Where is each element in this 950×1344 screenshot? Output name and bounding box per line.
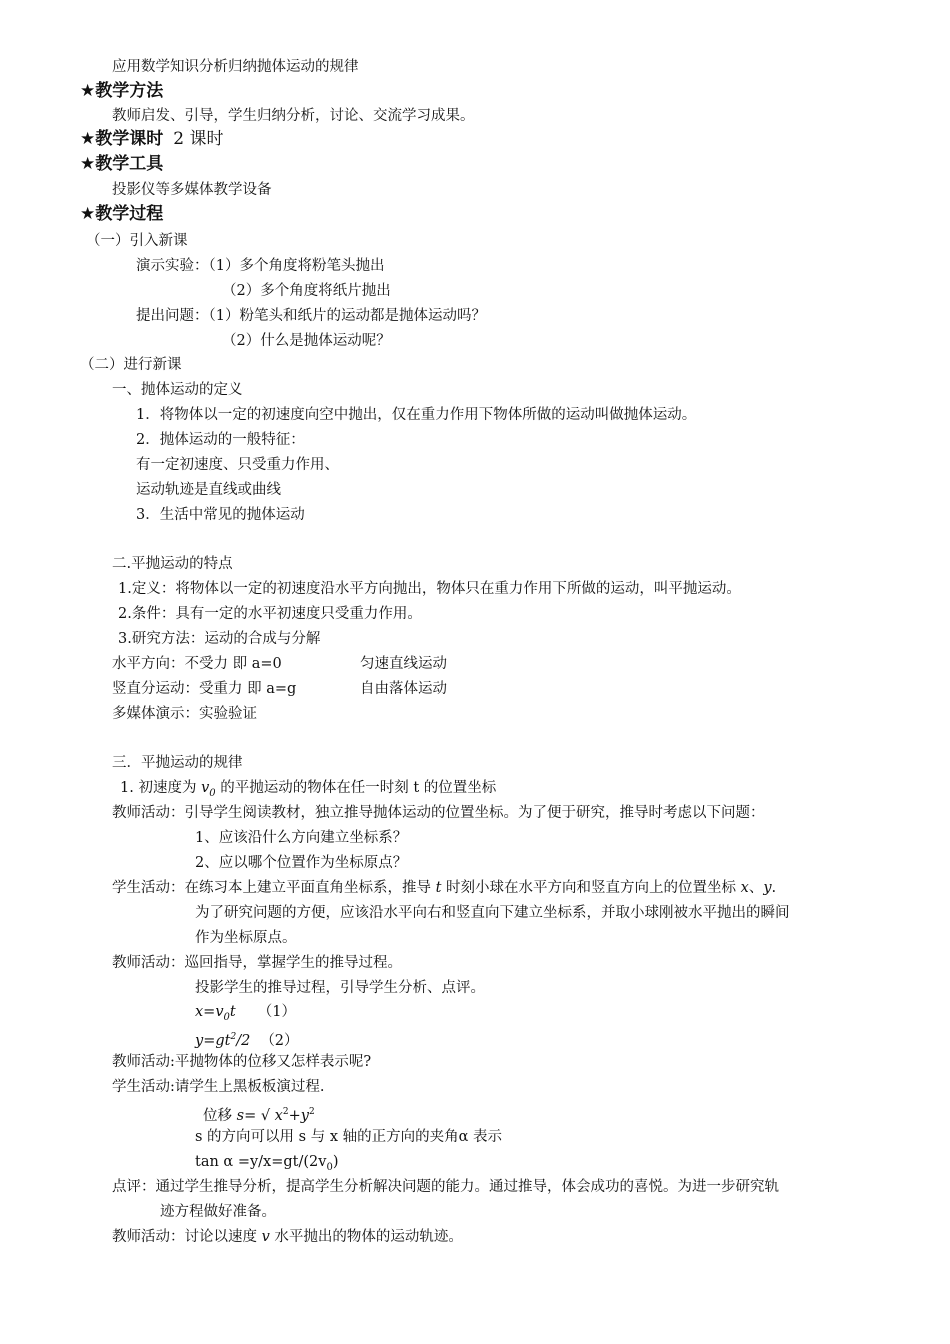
tools-heading: ★教学工具 bbox=[80, 154, 164, 174]
disp-y: y bbox=[300, 1107, 309, 1124]
vertical-motion: 自由落体运动 bbox=[360, 681, 447, 697]
teacher-activity-2b: 投影学生的推导过程，引导学生分析、点评。 bbox=[195, 980, 485, 996]
tan-a: tan α =y/x=gt/(2v bbox=[195, 1154, 327, 1170]
sec2-cond: 2.条件：具有一定的水平初速度只受重力作用。 bbox=[118, 606, 422, 622]
disp-x2: 2 bbox=[282, 1107, 289, 1117]
sec1-p3: 3．生活中常见的抛体运动 bbox=[136, 507, 305, 523]
sec2-def: 1.定义：将物体以一定的初速度沿水平方向抛出，物体只在重力作用下所做的运动，叫平抛运动。 bbox=[118, 581, 741, 597]
eq2-number: （2） bbox=[260, 1032, 299, 1049]
media-demo: 多媒体演示：实验验证 bbox=[112, 706, 257, 722]
disp-y2: 2 bbox=[308, 1107, 315, 1117]
eq1-b: t bbox=[229, 1004, 236, 1020]
item1-v: v bbox=[201, 780, 210, 796]
disp-label: 位移 bbox=[203, 1107, 237, 1124]
question-line-1: 提出问题：（1）粉笔头和纸片的运动都是抛体运动吗？ bbox=[136, 308, 486, 324]
t4-v: v bbox=[261, 1229, 270, 1245]
tools-text: 投影仪等多媒体教学设备 bbox=[112, 182, 272, 198]
disp-x: x bbox=[274, 1107, 283, 1124]
item1-prefix: 1. 初速度为 bbox=[120, 780, 202, 796]
tan-formula bbox=[195, 1152, 339, 1178]
question-line-2: （2）什么是抛体运动呢？ bbox=[222, 333, 391, 349]
eq1-a: x=v bbox=[195, 1004, 224, 1020]
sec1-p2b: 运动轨迹是直线或曲线 bbox=[136, 482, 281, 498]
horizontal-motion: 匀速直线运动 bbox=[360, 656, 447, 672]
sec1-title: 一、抛体运动的定义 bbox=[112, 382, 243, 398]
item1-v-sub: 0 bbox=[209, 787, 216, 799]
hours-heading: ★教学课时 bbox=[80, 129, 164, 149]
s1-d: . bbox=[771, 880, 777, 896]
student-activity-1 bbox=[112, 878, 776, 898]
eq1-sub: 0 bbox=[223, 1011, 230, 1023]
s1-x: x bbox=[740, 880, 749, 896]
angle-text: s 的方向可以用 s 与 x 轴的正方向的夹角α 表示 bbox=[195, 1129, 503, 1145]
method-text: 教师启发、引导，学生归纳分析，讨论、交流学习成果。 bbox=[112, 108, 475, 124]
eq2-sup: 2 bbox=[230, 1032, 237, 1042]
process-heading: ★教学过程 bbox=[80, 204, 164, 224]
t4-b: 水平抛出的物体的运动轨迹。 bbox=[269, 1229, 463, 1245]
teacher-question-2: 2、应以哪个位置作为坐标原点？ bbox=[195, 855, 408, 871]
teacher-activity-3: 教师活动:平抛物体的位移又怎样表示呢? bbox=[112, 1054, 372, 1070]
s1-c: 、 bbox=[748, 880, 764, 896]
teacher-question-1: 1、应该沿什么方向建立坐标系？ bbox=[195, 830, 408, 846]
hours-heading-row bbox=[80, 128, 223, 150]
equation-1 bbox=[195, 1002, 296, 1028]
method-heading: ★教学方法 bbox=[80, 81, 164, 101]
student-activity-1-line2: 为了研究问题的方便，应该沿水平向右和竖直向下建立坐标系，并取小球刚被水平抛出的瞬间 bbox=[195, 905, 790, 921]
tan-sub: 0 bbox=[326, 1161, 333, 1173]
sec3-item1 bbox=[120, 778, 496, 804]
horizontal-row bbox=[112, 654, 282, 674]
disp-eq: = √ bbox=[244, 1107, 275, 1124]
hours-value: 2 课时 bbox=[173, 129, 224, 149]
t4-a: 教师活动：讨论以速度 bbox=[112, 1229, 262, 1245]
part1-title: （一）引入新课 bbox=[86, 233, 188, 249]
part2-title: （二）进行新课 bbox=[80, 357, 182, 373]
disp-plus: + bbox=[288, 1107, 301, 1124]
eq1-number: （1） bbox=[257, 1004, 296, 1020]
sec2-method: 3.研究方法：运动的合成与分解 bbox=[118, 631, 321, 647]
teacher-activity-1: 教师活动：引导学生阅读教材，独立推导抛体运动的位置坐标。为了便于研究，推导时考虑以下问题： bbox=[112, 805, 765, 821]
demo-line-2: （2）多个角度将纸片抛出 bbox=[222, 283, 391, 299]
comment-line-2: 迹方程做好准备。 bbox=[160, 1204, 276, 1220]
s1-y: y bbox=[763, 880, 772, 896]
s1-b: 时刻小球在水平方向和竖直方向上的位置坐标 bbox=[441, 880, 741, 896]
student-activity-1-line3: 作为坐标原点。 bbox=[195, 930, 297, 946]
student-activity-2: 学生活动:请学生上黑板板演过程. bbox=[112, 1079, 325, 1095]
sec1-p2a: 有一定初速度、只受重力作用、 bbox=[136, 457, 339, 473]
eq2-b: /2 bbox=[236, 1032, 251, 1049]
sec1-p2: 2．抛体运动的一般特征： bbox=[136, 432, 305, 448]
comment-line-1: 点评：通过学生推导分析，提高学生分析解决问题的能力。通过推导，体会成功的喜悦。为进一步研究轨 bbox=[112, 1179, 779, 1195]
demo-line-1: 演示实验：（1）多个角度将粉笔头抛出 bbox=[136, 258, 385, 274]
disp-s: s bbox=[236, 1107, 245, 1124]
tan-b: ) bbox=[332, 1154, 339, 1170]
teacher-activity-4 bbox=[112, 1227, 463, 1247]
equation-2 bbox=[195, 1027, 299, 1051]
s1-t: t bbox=[435, 880, 442, 896]
eq2-a: y=gt bbox=[195, 1032, 231, 1049]
item1-suffix: 的平抛运动的物体在任一时刻 t 的位置坐标 bbox=[215, 780, 497, 796]
sec1-p1: 1．将物体以一定的初速度向空中抛出，仅在重力作用下物体所做的运动叫做抛体运动。 bbox=[136, 407, 697, 423]
vertical-condition: 竖直分运动：受重力 即 a=g bbox=[112, 681, 297, 697]
s1-a: 学生活动：在练习本上建立平面直角坐标系，推导 bbox=[112, 880, 436, 896]
intro-line: 应用数学知识分析归纳抛体运动的规律 bbox=[112, 59, 359, 75]
teacher-activity-2: 教师活动：巡回指导，掌握学生的推导过程。 bbox=[112, 955, 402, 971]
horizontal-condition: 水平方向：不受力 即 a=0 bbox=[112, 656, 282, 672]
sec3-title: 三．平抛运动的规律 bbox=[112, 755, 243, 771]
displacement-formula bbox=[203, 1102, 315, 1126]
sec2-title: 二.平抛运动的特点 bbox=[112, 556, 233, 572]
